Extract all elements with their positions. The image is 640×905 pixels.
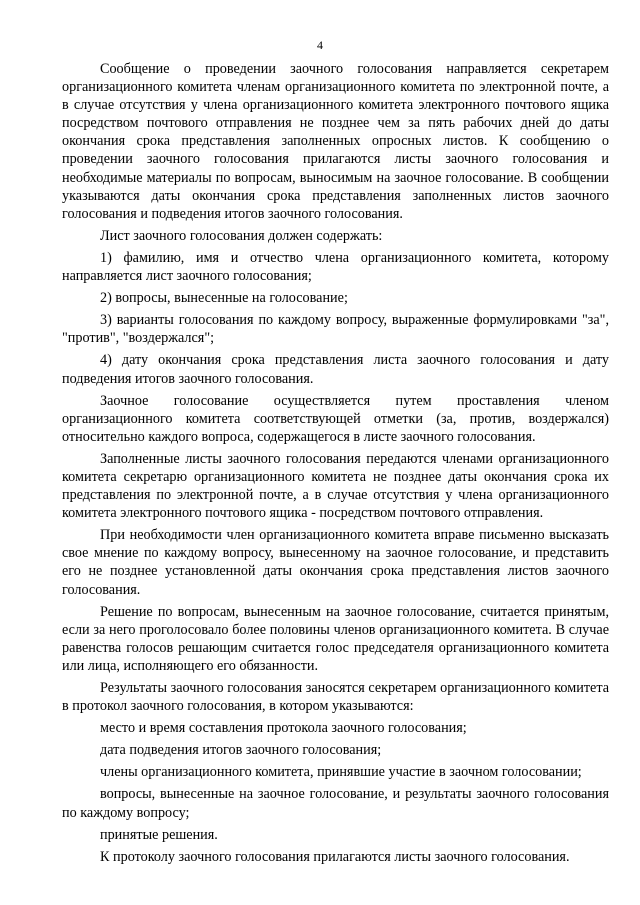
protocol-item-decisions: принятые решения.: [100, 826, 218, 843]
paragraph-protocol-attachments: К протоколу заочного голосования прилагаются листы заочного голосования.: [100, 848, 570, 865]
paragraph-decision-rule: Решение по вопросам, вынесенным на заочное голосование, считается принятым, если за него проголосовало более половины членов организационного комитета. В случае равенства голосов решающим считается голос председателя организационного комитета или лица, исполняющего его обязанности.: [62, 603, 609, 674]
list-item-3: 3) варианты голосования по каждому вопросу, выраженные формулировками "за", "против", "воздержался";: [62, 312, 609, 347]
protocol-item-questions: вопросы, вынесенные на заочное голосование, и результаты заочного голосования по каждому вопросу;: [62, 786, 609, 821]
paragraph-ballot-submission: Заполненные листы заочного голосования передаются членами организационного комитета секретарю организационного комитета не позднее даты окончания срока их представления по электронной почте, а в случае отсутствия у члена организационного комитета электронного почтового ящика - посредством почтового отправления.: [62, 450, 609, 522]
list-item-2: 2) вопросы, вынесенные на голосование;: [100, 290, 348, 307]
document-body: [62, 60, 609, 866]
protocol-item-members: члены организационного комитета, принявшие участие в заочном голосовании;: [100, 764, 582, 781]
protocol-item-date: дата подведения итогов заочного голосования;: [100, 742, 382, 759]
paragraph-ballot-contents: Лист заочного голосования должен содержать:: [100, 227, 383, 244]
list-item-4: 4) дату окончания срока представления листа заочного голосования и дату подведения итогов заочного голосования.: [62, 352, 609, 387]
page-number: 4: [317, 38, 323, 52]
paragraph-results-protocol: Результаты заочного голосования заносятся секретарем организационного комитета в протокол заочного голосования, в котором указываются:: [62, 680, 609, 715]
paragraph-voting-procedure: Заочное голосование осуществляется путем проставления членом организационного комитета соответствующей отметки (за, против, воздержался) относительно каждого вопроса, содержащегося в листе заочного голосования.: [62, 392, 609, 445]
paragraph-written-opinion: При необходимости член организационного комитета вправе письменно высказать свое мнение по каждому вопросу, вынесенному на заочное голосование, и представить его не позднее установленной даты окончания срока представления листов заочного голосования.: [62, 527, 609, 598]
paragraph-notice: Сообщение о проведении заочного голосования направляется секретарем организационного комитета членам организационного комитета по электронной почте, а в случае отсутствия у члена организационного комитета электронного почтового ящика посредством почтового отправления не позднее чем за пять рабочих дней до даты окончания срока представления заполненных опросных листов. К сообщению о проведении заочного голосования прилагаются листы заочного голосования и необходимые материалы по вопросам, выносимым на заочное голосование. В сообщении указываются даты окончания срока представления заполненных листов заочного голосования и подведения итогов заочного голосования.: [62, 61, 609, 222]
protocol-item-place-time: место и время составления протокола заочного голосования;: [100, 720, 467, 737]
list-item-1: 1) фамилию, имя и отчество члена организационного комитета, которому направляется лист заочного голосования;: [62, 249, 609, 285]
